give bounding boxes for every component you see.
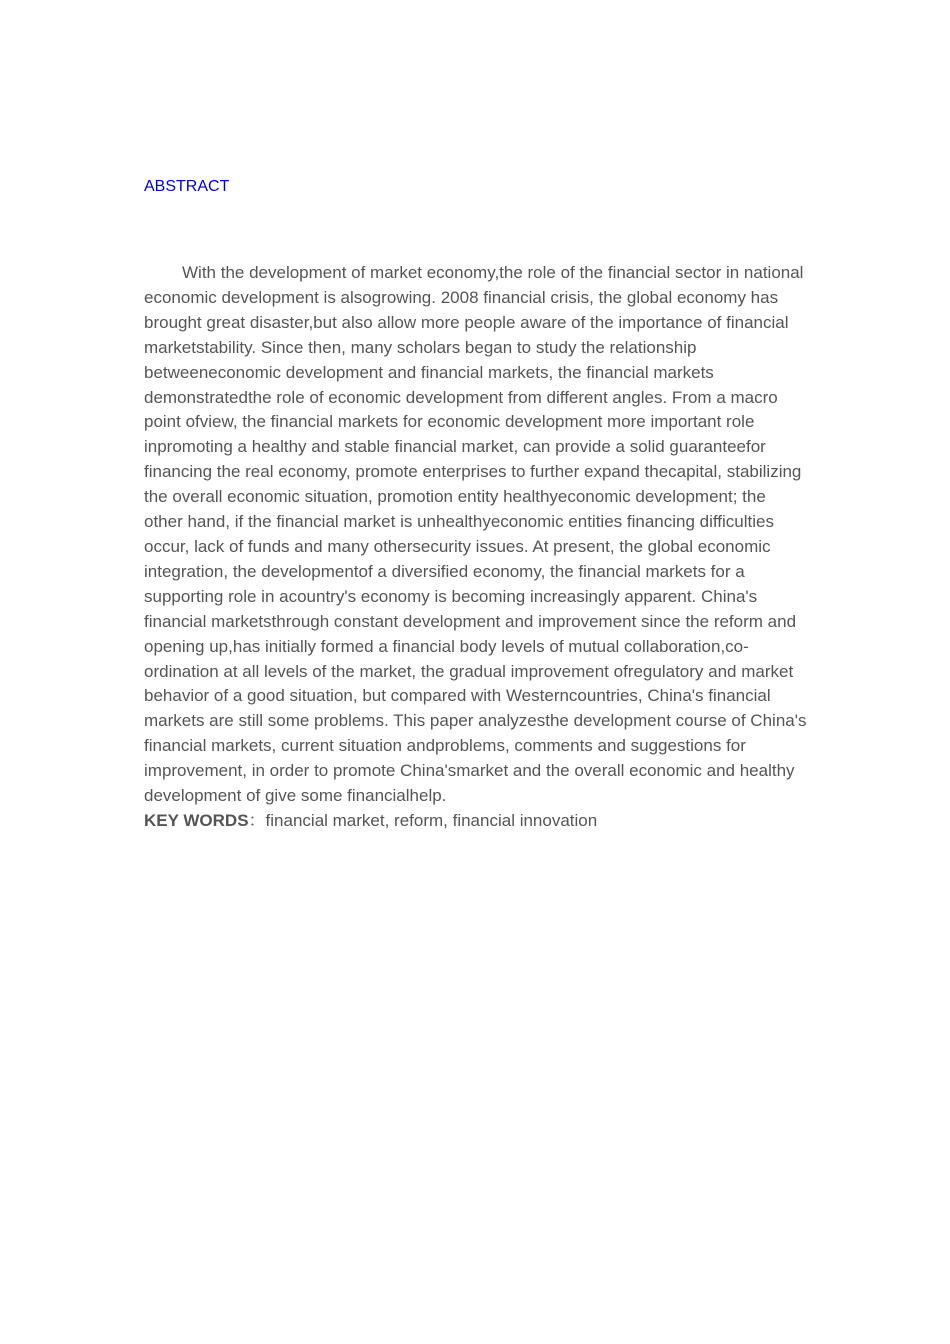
keywords-values: financial market, reform, financial innovation (265, 810, 598, 830)
abstract-heading: ABSTRACT (144, 178, 230, 195)
keywords-line (144, 809, 808, 834)
keywords-separator: ： (248, 810, 266, 830)
abstract-paragraph: With the development of market economy,the role of the financial sector in national economic development is alsogrowing. 2008 financial crisis, the global economy has brought great disaster,but also allow more people aware of the importance of financial marketstability. Since then, many scholars began to study the relationship betweeneconomic development and financial markets, the financial markets demonstratedthe role of economic development from different angles. From a macro point ofview, the financial markets for economic development more important role inpromoting a healthy and stable financial market, can provide a solid guaranteefor financing the real economy, promote enterprises to further expand thecapital, stabilizing the overall economic situation, promotion entity healthyeconomic development; the other hand, if the financial market is unhealthyeconomic entities financing difficulties occur, lack of funds and many othersecurity issues. At present, the global economic integration, the developmentof a diversified economy, the financial markets for a supporting role in acountry's economy is becoming increasingly apparent. China's financial marketsthrough constant development and improvement since the reform and opening up,has initially formed a financial body levels of mutual collaboration,co-ordination at all levels of the market, the gradual improvement ofregulatory and market behavior of a good situation, but compared with Westerncountries, China's financial markets are still some problems. This paper analyzesthe development course of China's financial markets, current situation andproblems, comments and suggestions for improvement, in order to promote China'smarket and the overall economic and healthy development of give some financialhelp. (144, 263, 807, 806)
abstract-body (144, 261, 808, 834)
keywords-label: KEY WORDS (144, 810, 249, 830)
